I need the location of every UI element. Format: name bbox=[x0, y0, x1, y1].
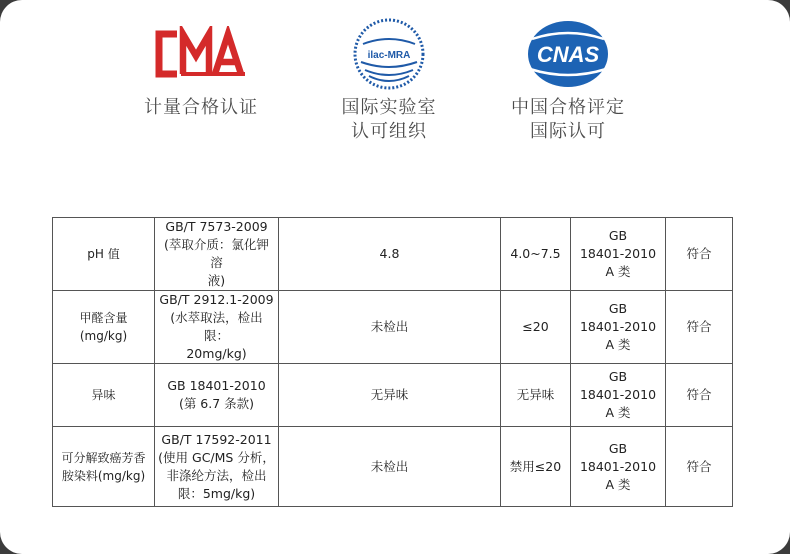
test-limit: 禁用≤20 bbox=[501, 427, 571, 507]
cert-cnas bbox=[468, 14, 668, 144]
test-limit: 无异味 bbox=[501, 364, 571, 427]
test-item: 异味 bbox=[53, 364, 155, 427]
cert-cma bbox=[101, 14, 301, 120]
cma-logo-icon bbox=[151, 26, 251, 82]
cnas-globe-icon bbox=[522, 19, 614, 89]
test-results-table bbox=[52, 217, 733, 507]
test-result: 未检出 bbox=[279, 427, 501, 507]
test-item: pH 值 bbox=[53, 218, 155, 291]
test-verdict: 符合 bbox=[666, 218, 733, 291]
table-row bbox=[53, 364, 733, 427]
cert-cnas-caption: 中国合格评定 国际认可 bbox=[511, 97, 625, 142]
test-standard: GB 18401-2010 A 类 bbox=[571, 364, 666, 427]
test-method: GB/T 2912.1-2009 (水萃取法，检出限： 20mg/kg) bbox=[155, 291, 279, 364]
cert-ilac-caption: 国际实验室 认可组织 bbox=[341, 97, 437, 142]
test-verdict: 符合 bbox=[666, 364, 733, 427]
table-row bbox=[53, 218, 733, 291]
test-limit: 4.0~7.5 bbox=[501, 218, 571, 291]
table-row bbox=[53, 291, 733, 364]
test-result: 未检出 bbox=[279, 291, 501, 364]
test-method: GB 18401-2010 (第 6.7 条款) bbox=[155, 364, 279, 427]
test-item: 可分解致癌芳香 胺染料(mg/kg) bbox=[53, 427, 155, 507]
test-verdict: 符合 bbox=[666, 291, 733, 364]
svg-text:ilac-MRA: ilac-MRA bbox=[367, 50, 411, 61]
cert-ilac bbox=[289, 14, 489, 144]
table-row bbox=[53, 427, 733, 507]
ilac-mra-globe-icon bbox=[351, 16, 427, 92]
test-limit: ≤20 bbox=[501, 291, 571, 364]
cma-logo bbox=[101, 14, 301, 94]
ilac-mra-logo bbox=[289, 14, 489, 94]
test-verdict: 符合 bbox=[666, 427, 733, 507]
test-method: GB/T 7573-2009 (萃取介质：氯化钾溶 液) bbox=[155, 218, 279, 291]
test-standard: GB 18401-2010 A 类 bbox=[571, 291, 666, 364]
certification-logos bbox=[0, 14, 790, 164]
cert-cma-caption: 计量合格认证 bbox=[144, 97, 258, 118]
svg-text:CNAS: CNAS bbox=[536, 42, 600, 67]
cnas-logo bbox=[468, 14, 668, 94]
test-standard: GB 18401-2010 A 类 bbox=[571, 427, 666, 507]
test-result: 无异味 bbox=[279, 364, 501, 427]
test-item: 甲醛含量 (mg/kg) bbox=[53, 291, 155, 364]
test-result: 4.8 bbox=[279, 218, 501, 291]
test-method: GB/T 17592-2011 (使用 GC/MS 分析， 非涤纶方法，检出 限：5mg/kg) bbox=[155, 427, 279, 507]
test-standard: GB 18401-2010 A 类 bbox=[571, 218, 666, 291]
